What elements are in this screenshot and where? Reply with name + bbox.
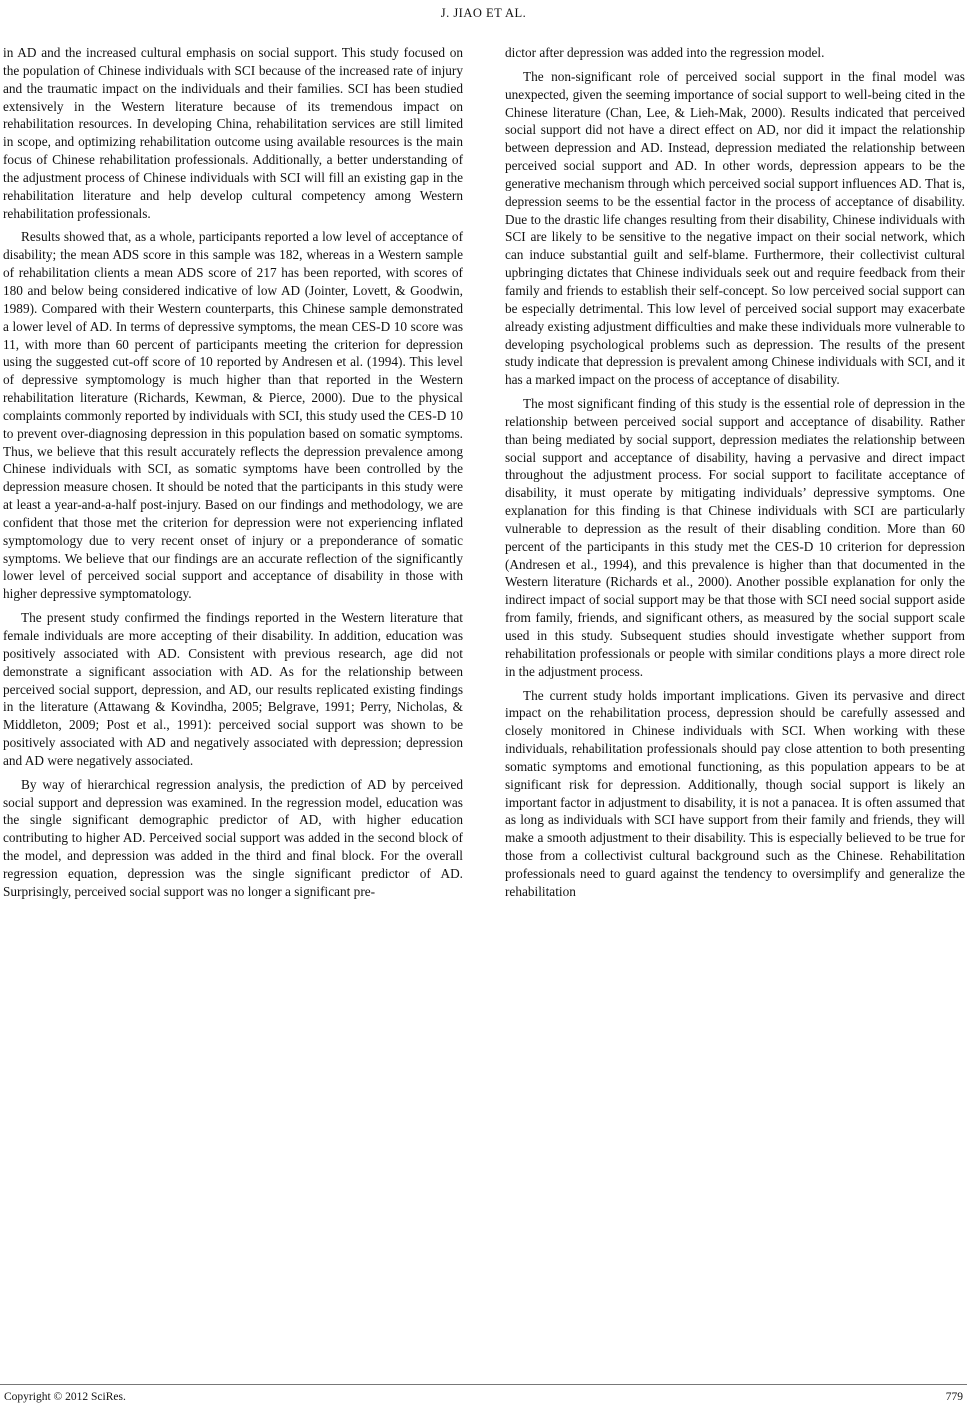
page-number: 779 <box>945 1391 963 1403</box>
paragraph: dictor after depression was added into the regression model. <box>505 45 825 60</box>
paragraph: The non-significant role of perceived social support in the final model was unexpected, given the seeming importance of social support to well-being cited in the Chinese literature (Chan, Lee, & Lieh-Mak, 2000). Results indicated that perceived social support did not have a direct effect on AD, nor did it impact the relationship between depression and AD. Instead, depression mediated the relationship between perceived social support and AD. In other words, depression appears to be the generative mechanism through which perceived social support influences AD. That is, depression seems to be the essential factor in the process of acceptance of disability. Due to the drastic life changes resulting from their disability, Chinese individuals with SCI are likely to be sensitive to the negative impact on their social network, which can induce substantial guilt and self-blame. Furthermore, their collectivist cultural upbringing dictates that Chinese individuals seek out and require feedback from their family and friends to establish their self-concept. So low perceived social support can be especially detrimental. This low level of perceived social support may exacerbate already existing adjustment difficulties and make these individuals more vulnerable to developing psychological problems such as depression. The results of the present study indicate that depression is prevalent among Chinese individuals with SCI, and it has a marked impact on the process of acceptance of disability. <box>505 68 965 388</box>
footer-divider <box>0 1384 967 1385</box>
left-column <box>3 44 463 907</box>
paragraph: in AD and the increased cultural emphasis on social support. This study focused on the population of Chinese individuals with SCI because of the increased rate of injury and the traumatic impact on the individuals and their families. SCI has been studied extensively in the Western literature because of its tremendous impact on rehabilitation resources. In developing China, rehabilitation services are still limited in scope, and optimizing rehabilitation outcome using available resources is the main focus of Chinese rehabilitation professionals. Additionally, a better understanding of the adjustment process of Chinese individuals with SCI will fill an existing gap in the rehabilitation literature and help develop cultural competency among Western rehabilitation professionals. <box>3 45 463 221</box>
paragraph: The current study holds important implications. Given its pervasive and direct impact on the rehabilitation process, depression should be carefully assessed and closely monitored in Chinese individuals with SCI. When working with these individuals, rehabilitation professionals should pay close attention to both presenting somatic symptoms and emotional functioning, as this population appears to be at significant risk for depression. Additionally, though social support is likely an important factor in adjustment to disability, it is not a panacea. It is often assumed that as long as individuals with SCI have support from their family and friends, they will make a smooth adjustment to their disability. This is especially believed to be true for those from a collectivist cultural background such as the Chinese. Rehabilitation professionals need to guard against the tendency to oversimplify and generalize the rehabilitation <box>505 687 965 899</box>
paragraph: The present study confirmed the findings reported in the Western literature that female individuals are more accepting of their disability. In addition, education was positively associated with AD. Consistent with previous research, age did not demonstrate a significant association with AD. As for the relationship between perceived social support, depression, and AD, our results replicated existing findings in the literature (Attawang & Kovindha, 2005; Belgrave, 1991; Perry, Nicholas, & Middleton, 2009; Post et al., 1991): perceived social support was shown to be positively associated with AD and negatively associated with depression; depression and AD were negatively associated. <box>3 610 463 768</box>
paragraph: By way of hierarchical regression analysis, the prediction of AD by perceived social support and depression was examined. In the regression model, education was the single significant demographic predictor of AD, with higher education contributing to higher AD. Perceived social support was added in the second block of the model, and depression was added in the third and final block. For the overall regression equation, depression was the single significant predictor of AD. Surprisingly, perceived social support was no longer a significant pre- <box>3 776 463 899</box>
running-header: J. JIAO ET AL. <box>440 6 527 20</box>
paragraph: The most significant finding of this study is the essential role of depression in the relationship between perceived social support and acceptance of disability. Rather than being mediated by social support, depression mediates the relationship between social support and acceptance of disability, having a pervasive and direct impact throughout the adjustment process. For social support to facilitate acceptance of disability, it must operate by mitigating individuals’ depressive symptoms. One explanation for this finding is that Chinese individuals with SCI are particularly vulnerable to depression as the result of their disabling condition. More than 60 percent of the participants in this study met the CES-D 10 criterion for depression (Andresen et al., 1994), and this prevalence is higher than that documented in the Western literature (Richards et al., 2000). Another possible explanation for only the indirect impact of social support may be that those with SCI need social support aside from family, friends, and significant others, as measured by the social support scale used in this study. Subsequent studies should investigate whether support from rehabilitation professionals or people with similar conditions plays a more direct role in the adjustment process. <box>505 396 965 679</box>
footer-copyright: Copyright © 2012 SciRes. <box>4 1391 126 1403</box>
paragraph: Results showed that, as a whole, participants reported a low level of acceptance of disability; the mean ADS score in this sample was 182, whereas in a Western sample of rehabilitation clients a mean ADS score of 217 has been reported, with scores of 180 and below being considered indicative of low AD (Jointer, Lovett, & Goodwin, 1989). Compared with their Western counterparts, this Chinese sample demonstrated a lower level of AD. In terms of depressive symptoms, the mean CES-D 10 score was 11, with more than 60 percent of participants meeting the criterion for depression using the suggested cut-off score of 10 reported by Andresen et al. (1994). This level of depressive symptomology is much higher than that reported in the Western rehabilitation literature (Richards, Kewman, & Pierce, 2000). Due to the physical complaints commonly reported by individuals with SCI, this study used the CES-D 10 to prevent over-diagnosing depression in this population based on somatic symptoms. Thus, we believe that this result accurately reflects the depression prevalence among Chinese individuals with SCI, as somatic symptoms have been controlled by the depression measure chosen. It should be noted that the participants in this study were at least a year-and-a-half post-injury. Based on our findings and methodology, we are confident that those met the criterion for depression were not experiencing inflated symptomology due to very recent onset of injury or a preponderance of somatic symptoms. We believe that our findings are an accurate reflection of the significantly lower level of perceived social support and acceptance of disability in those with higher depressive symptomatology. <box>3 229 463 602</box>
right-column <box>505 44 965 907</box>
